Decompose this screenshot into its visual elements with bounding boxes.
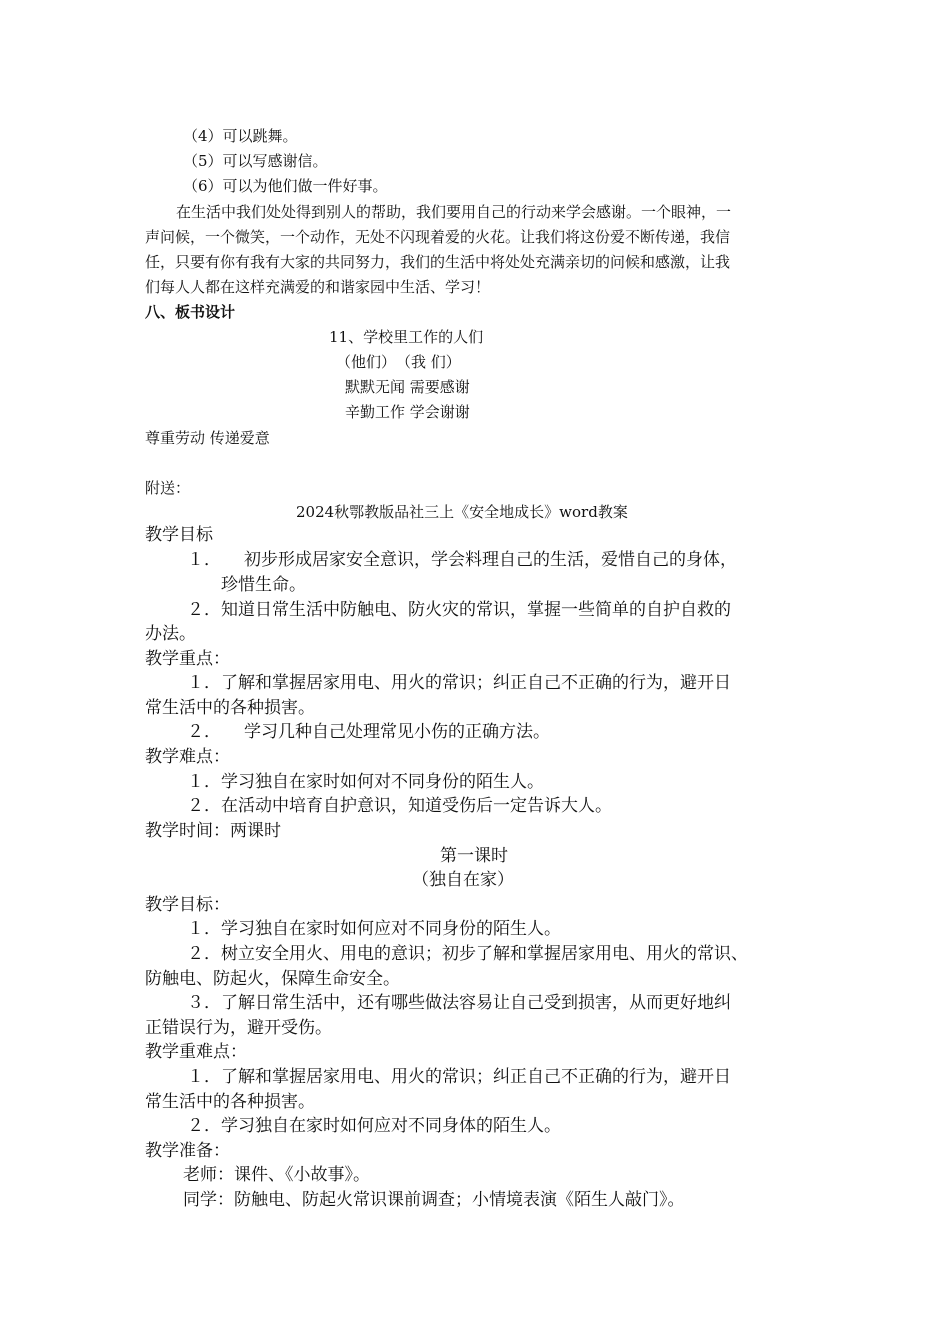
- key-difficulty-2: ２．学习独自在家时如何应对不同身体的陌生人。: [187, 1116, 561, 1136]
- objective-1: １．学习独自在家时如何应对不同身份的陌生人。: [187, 919, 561, 939]
- objective-2: ２．树立安全用火、用电的意识；初步了解和掌握居家用电、用火的常识、: [187, 944, 748, 964]
- goal-1-text: 初步形成居家安全意识，学会料理自己的生活，爱惜自己的身体，: [244, 550, 737, 570]
- goal-1-number: １．: [187, 550, 221, 570]
- heading-key-difficulties: 教学重难点：: [145, 1042, 247, 1062]
- heading-goals-lesson: 教学目标：: [145, 895, 230, 915]
- board-title: 11、学校里工作的人们: [329, 328, 484, 346]
- list-item-6: （6）可以为他们做一件好事。: [183, 177, 388, 195]
- objective-2-cont: 防触电、防起火，保障生命安全。: [145, 969, 400, 989]
- heading-preparation: 教学准备：: [145, 1141, 230, 1161]
- board-footer: 尊重劳动 传递爱意: [145, 429, 270, 447]
- prep-students: 同学：防触电、防起火常识课前调查；小情境表演《陌生人敲门》。: [183, 1190, 685, 1210]
- paragraph-line: 任，只要有你有我有大家的共同努力，我们的生活中将处处充满亲切的问候和感激，让我: [145, 253, 731, 271]
- document-title: 2024秋鄂教版品社三上《安全地成长》word教案: [296, 503, 628, 521]
- paragraph-line: 在生活中我们处处得到别人的帮助，我们要用自己的行动来学会感谢。一个眼神，一: [176, 203, 732, 221]
- lesson-title: 第一课时: [440, 846, 508, 866]
- lesson-subtitle: （独自在家）: [412, 870, 514, 890]
- heading-key-points: 教学重点：: [145, 649, 230, 669]
- key-point-2-number: ２．: [187, 722, 221, 742]
- objective-3: ３．了解日常生活中，还有哪些做法容易让自己受到损害，从而更好地纠: [187, 993, 731, 1013]
- board-row: 辛勤工作 学会谢谢: [345, 403, 470, 421]
- key-point-1: １．了解和掌握居家用电、用火的常识；纠正自己不正确的行为，避开日: [187, 673, 731, 693]
- board-row: 默默无闻 需要感谢: [345, 378, 470, 396]
- difficulty-2: ２．在活动中培育自护意识，知道受伤后一定告诉大人。: [187, 796, 612, 816]
- paragraph-line: 们每人人都在这样充满爱的和谐家园中生活、学习！: [145, 278, 491, 296]
- objective-3-cont: 正错误行为，避开受伤。: [145, 1018, 332, 1038]
- key-difficulty-1-cont: 常生活中的各种损害。: [145, 1092, 315, 1112]
- goal-2-text: ２．知道日常生活中防触电、防火灾的常识，掌握一些简单的自护自救的: [187, 600, 731, 620]
- board-row: （他们） （我 们）: [336, 353, 461, 371]
- paragraph-line: 声问候，一个微笑，一个动作，无处不闪现着爱的火花。让我们将这份爱不断传递，我信: [145, 228, 731, 246]
- list-item-4: （4）可以跳舞。: [183, 127, 298, 145]
- heading-difficulties: 教学难点：: [145, 747, 230, 767]
- section-heading: 八、板书设计: [145, 303, 236, 321]
- key-point-1-cont: 常生活中的各种损害。: [145, 698, 315, 718]
- appendix-label: 附送：: [145, 479, 191, 497]
- key-point-2-text: 学习几种自己处理常见小伤的正确方法。: [244, 722, 550, 742]
- goal-1-text-cont: 珍惜生命。: [221, 575, 306, 595]
- teaching-time: 教学时间：两课时: [145, 821, 281, 841]
- goal-2-text-cont: 办法。: [145, 624, 196, 644]
- list-item-5: （5）可以写感谢信。: [183, 152, 328, 170]
- difficulty-1: １．学习独自在家时如何对不同身份的陌生人。: [187, 772, 544, 792]
- heading-goals: 教学目标: [145, 525, 213, 545]
- prep-teacher: 老师：课件、《小故事》。: [183, 1165, 370, 1185]
- key-difficulty-1: １．了解和掌握居家用电、用火的常识；纠正自己不正确的行为，避开日: [187, 1067, 731, 1087]
